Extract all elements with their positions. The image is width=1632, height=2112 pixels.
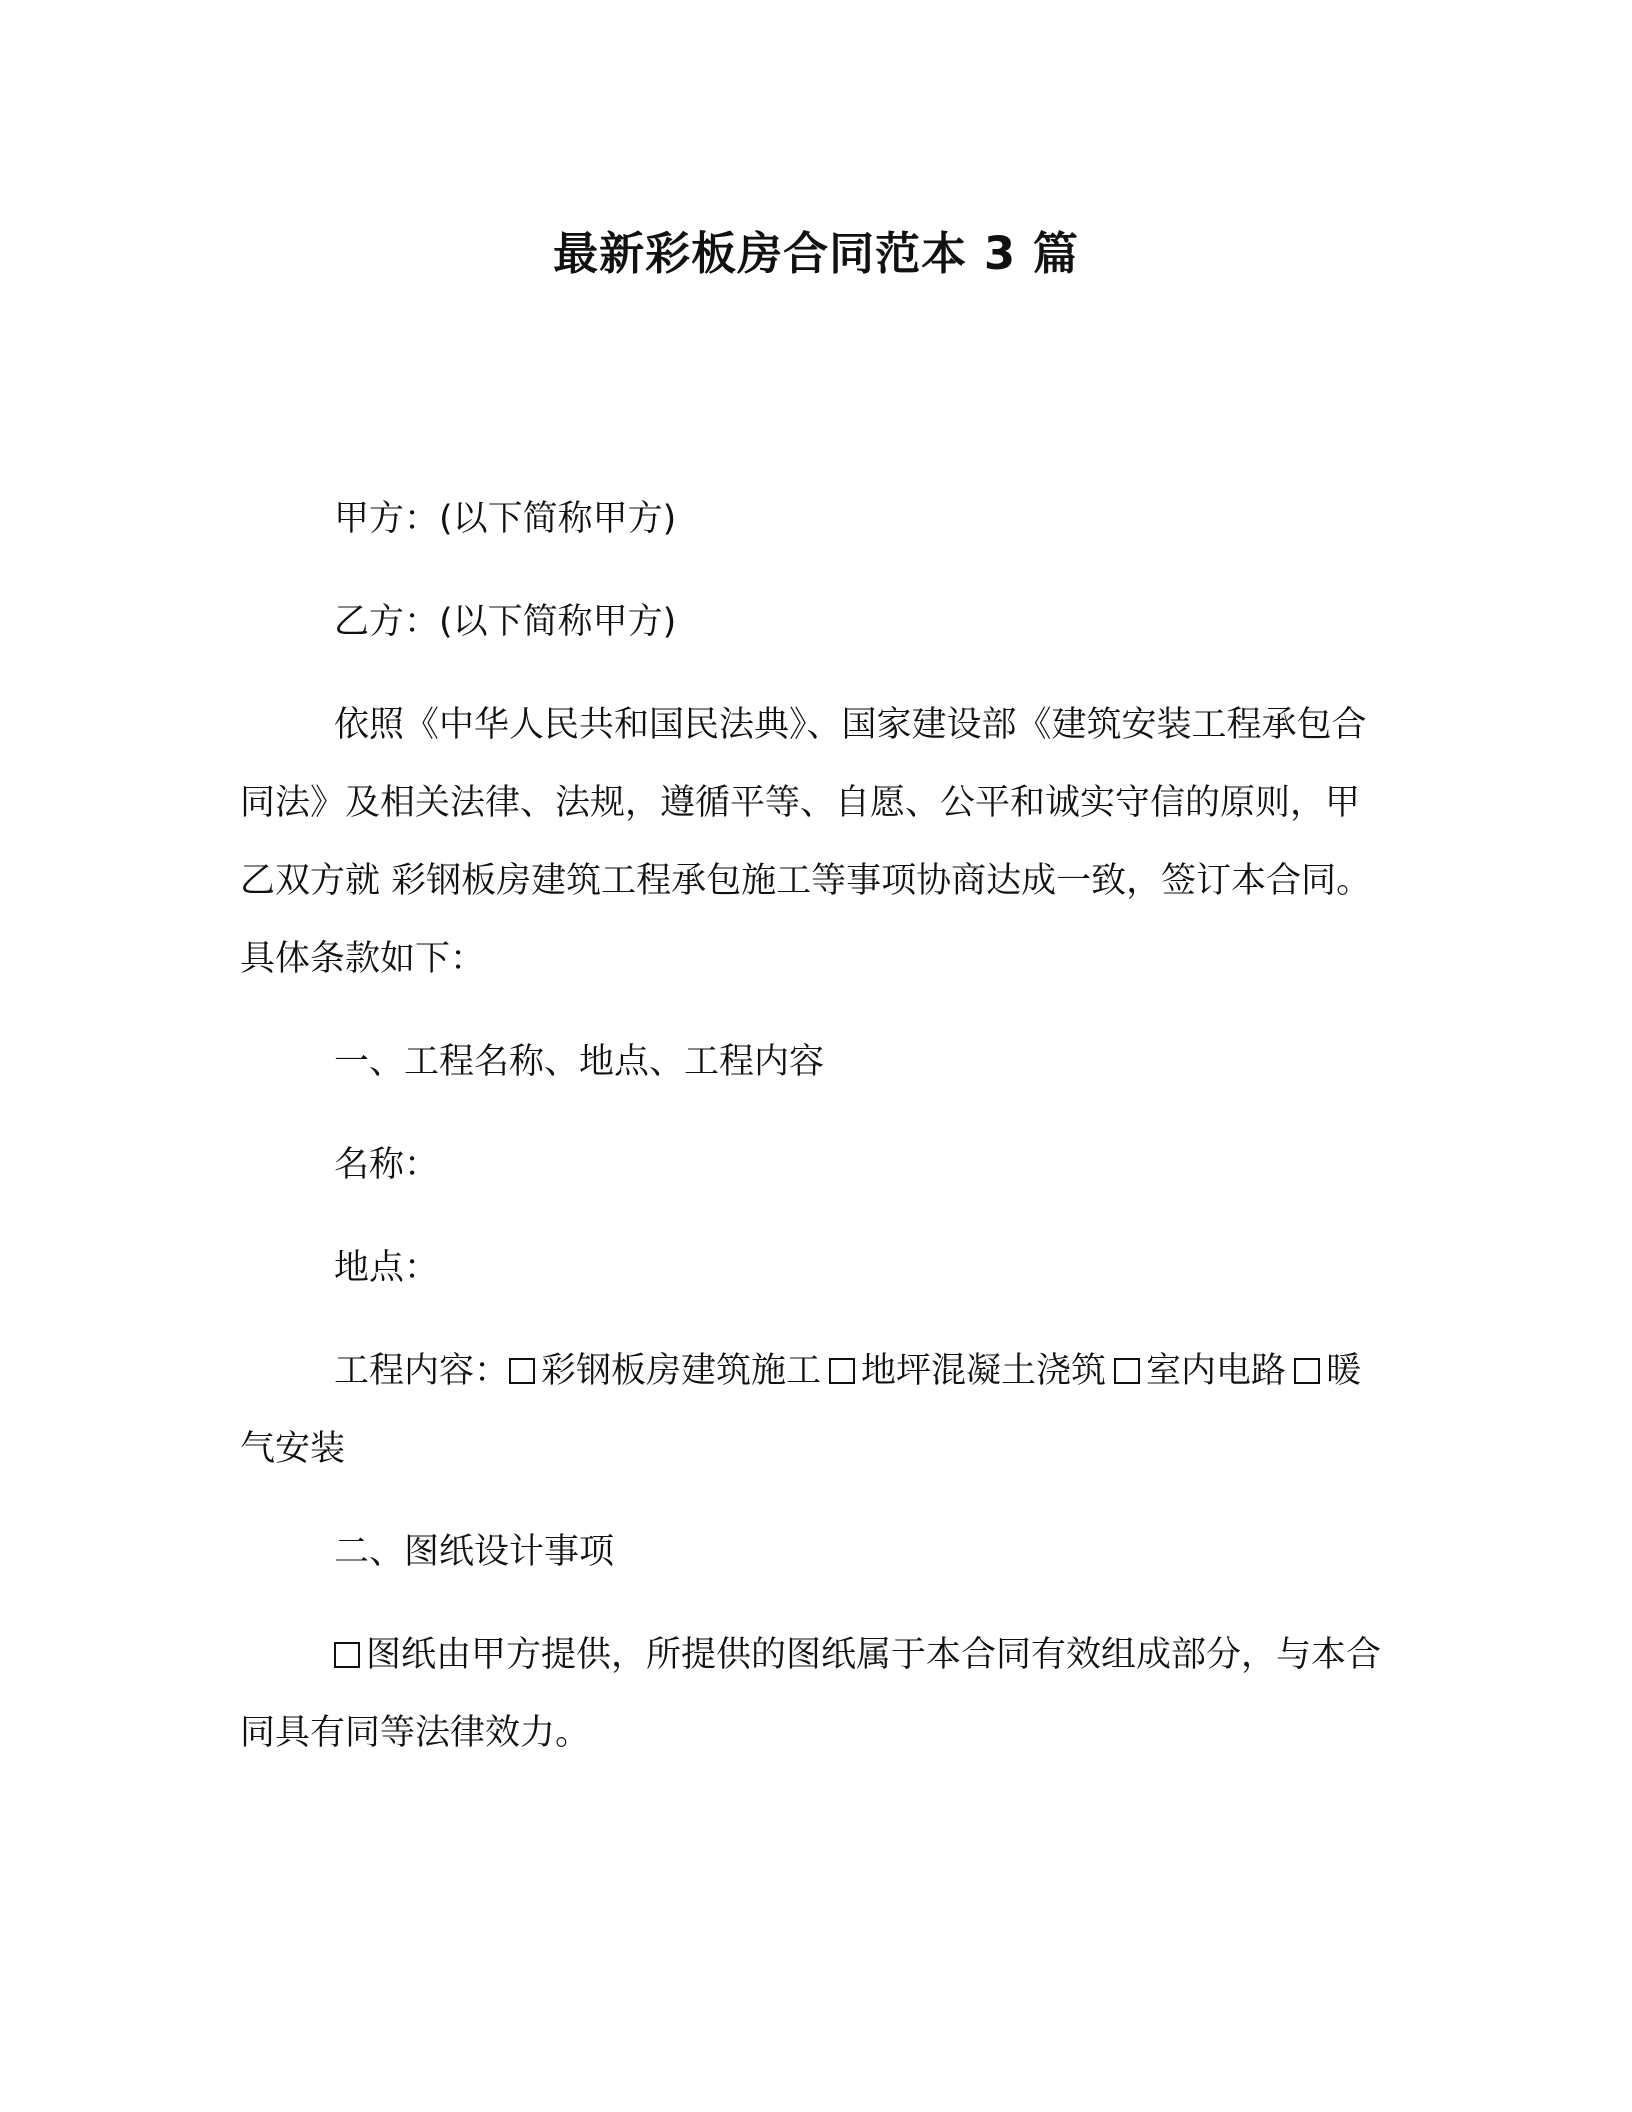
project-location-line: 地点： [334, 1248, 440, 1288]
project-content-label: 工程内容： [334, 1351, 510, 1391]
checkbox-icon[interactable] [1294, 1358, 1320, 1384]
content-option-label: 彩钢板房建筑施工 [541, 1351, 822, 1391]
section-2-heading: 二、图纸设计事项 [334, 1532, 615, 1572]
project-content-line [240, 1332, 1390, 1488]
content-option-label: 暖气安装 [240, 1351, 1362, 1469]
content-option-label: 地坪混凝土浇筑 [861, 1351, 1107, 1391]
drawing-option-label: 图纸由甲方提供，所提供的图纸属于本合同有效组成部分，与本合同具有同等法律效力。 [240, 1635, 1382, 1753]
project-name-line: 名称： [334, 1145, 440, 1185]
document-body [240, 480, 1390, 1797]
party-a-line: 甲方：(以下简称甲方) [334, 499, 677, 539]
checkbox-icon[interactable] [1114, 1358, 1140, 1384]
checkbox-icon[interactable] [509, 1358, 535, 1384]
content-option-label: 室内电路 [1146, 1351, 1287, 1391]
document-title: 最新彩板房合同范本 3 篇 [553, 227, 1079, 280]
checkbox-icon[interactable] [334, 1642, 360, 1668]
preamble-paragraph: 依照《中华人民共和国民法典》、国家建设部《建筑安装工程承包合同法》及相关法律、法规，遵循平等、自愿、公平和诚实守信的原则，甲乙双方就 彩钢板房建筑工程承包施工等事项协商达成一致，签订本合同。具体条款如下： [240, 705, 1372, 979]
checkbox-icon[interactable] [829, 1358, 855, 1384]
section-1-heading: 一、工程名称、地点、工程内容 [334, 1042, 825, 1082]
party-b-line: 乙方：(以下简称甲方) [334, 602, 677, 642]
drawing-option-line [240, 1616, 1390, 1772]
